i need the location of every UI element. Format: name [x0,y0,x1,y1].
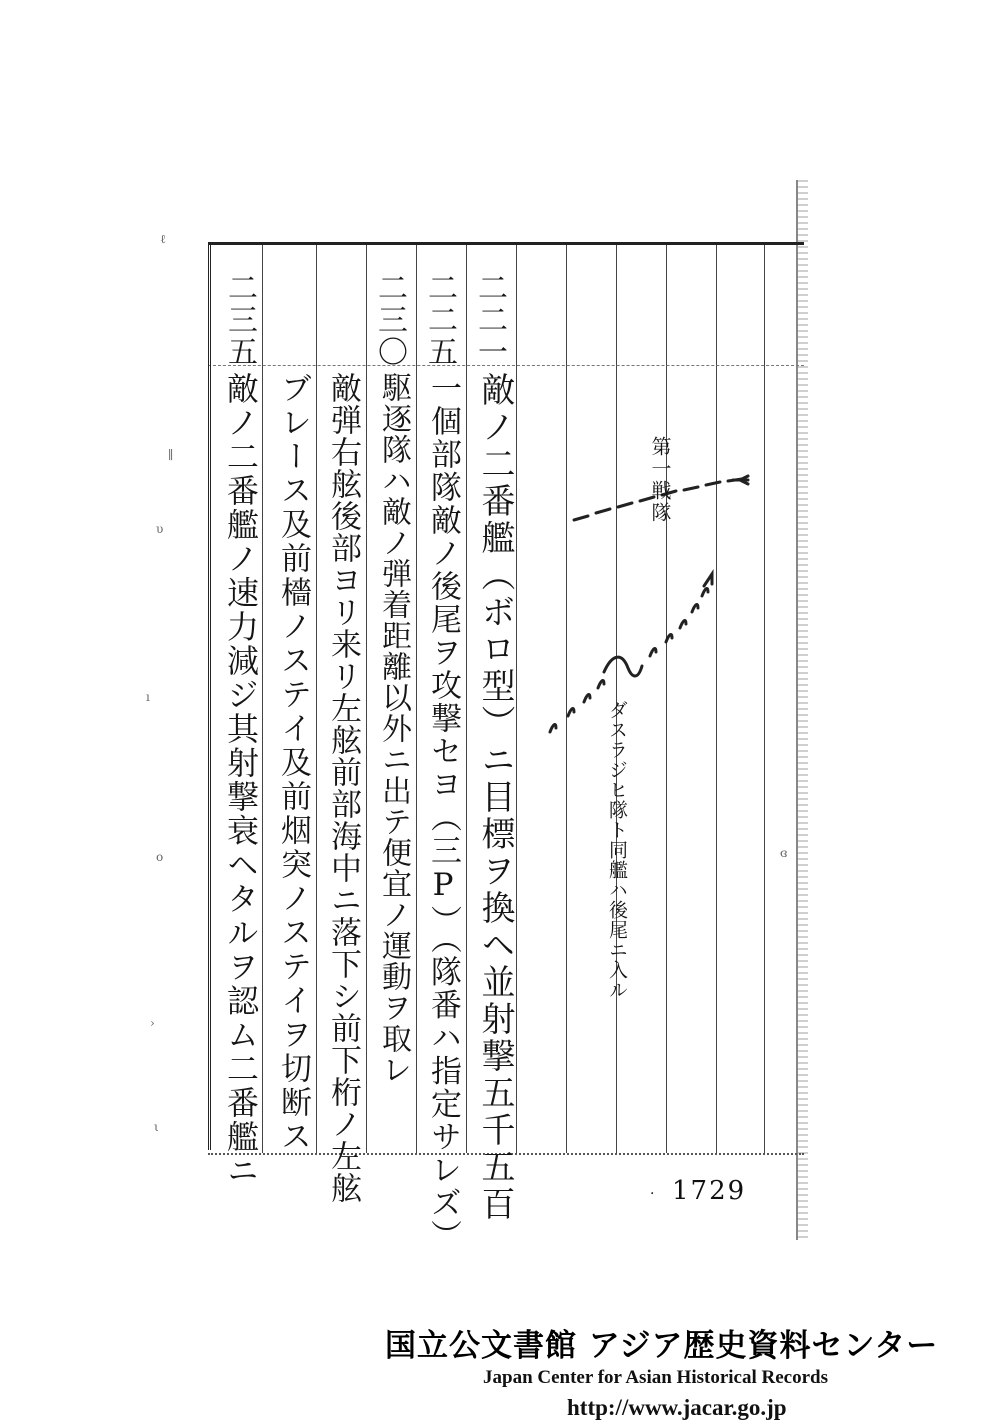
entry-text-3: 駆逐隊ハ敵ノ弾着距離以外ニ出テ便宜ノ運動ヲ取レ [376,372,411,1085]
entry-text-5: ブレース及前檣ノステイ及前烟突ノステイヲ切断ス [275,372,311,1154]
diagram-label-bottom: ダスラジヒ隊ト同艦ハ後尾ニ入ル [606,700,628,1000]
entry-time-2: 二二五 [422,272,457,368]
form-left-rule [208,242,215,1150]
diagram-label-top: 第一戦隊 [648,436,672,524]
entry-time-3: 二三〇 [372,272,407,368]
entry-text-6: 敵ノ二番艦ノ速力減ジ其射撃衰ヘタルヲ認ム二番艦ニ [222,372,260,1188]
page-number: 1729 [672,1176,747,1206]
archive-url[interactable]: http://www.jacar.go.jp [567,1395,787,1420]
archive-name-jp: 国立公文書館 アジア歴史資料センター [385,1328,939,1364]
entry-text-1: 敵ノ二番艦（ボロ型）ニ目標ヲ換ヘ並射撃五千五百 [475,372,515,1223]
entry-time-1: 二二一 [472,272,507,368]
entry-time-6: 二三五 [222,272,257,368]
page-number-dot: · [650,1186,655,1202]
archive-footer [385,1320,985,1421]
entry-text-2: 一個部隊敵ノ後尾ヲ攻撃セヨ（三P）（隊番ハ指定サレズ） [425,372,461,1253]
archive-name-en: Japan Center for Asian Historical Records [483,1367,828,1388]
entry-text-4: 敵弾右舷後部ヨリ来リ左舷前部海中ニ落下シ前下桁ノ左舷 [325,372,361,1204]
